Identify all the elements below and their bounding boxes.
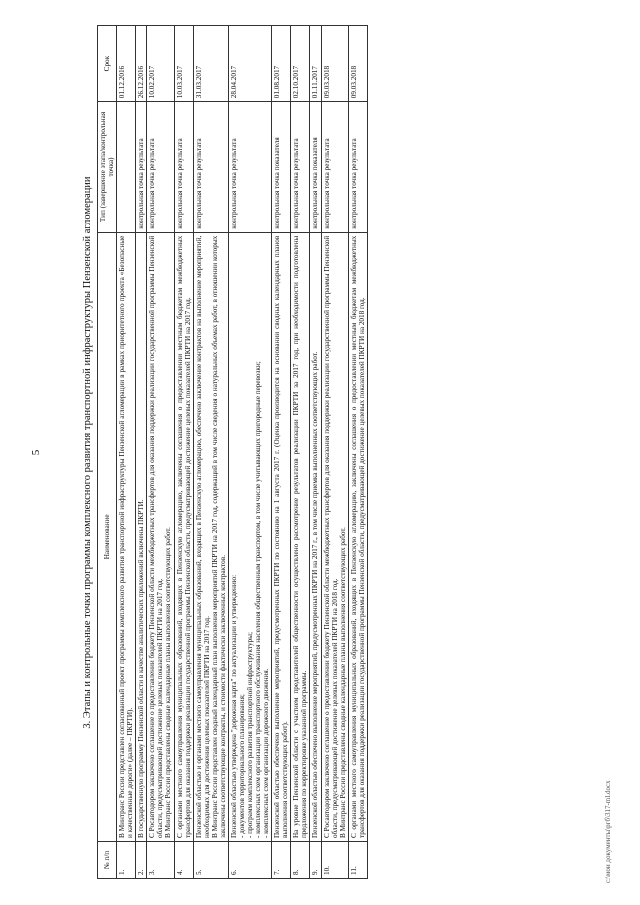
- page-number: 5: [30, 449, 42, 456]
- row-deadline: 10.02.2017: [147, 26, 174, 102]
- row-number: 4.: [174, 842, 193, 879]
- row-type: [117, 102, 136, 233]
- header-type: Тип (завершение этапа/контрольная точка): [98, 102, 117, 233]
- description-paragraph: С органами местного самоуправления муниципальных образований, входящих в Пензенскую агломерацию, заключены соглашения о предоставлении местным бюджетам межбюджетных трансфертов для оказания поддержки реализации государственной программы Пензенской области, предусматривающей достижение целевых показателей ПКРТИ на 2017 год.: [175, 235, 192, 839]
- milestones-table: [97, 25, 368, 879]
- row-number: 11.: [348, 842, 367, 879]
- row-description: [174, 232, 193, 841]
- row-type: контрольная точка результата: [193, 102, 228, 233]
- row-description: [228, 232, 271, 841]
- description-paragraph: На уровне Пензенской области с участием представителей общественности осуществлено рассмотрение результатов реализации ПКРТИ за 2017 год, при необходимости подготовлены предложения по корректировке указанной программы.: [292, 235, 309, 839]
- description-paragraph: С Росавтодором заключено соглашение о предоставлении бюджету Пензенской области межбюджетных трансфертов для оказания поддержки реализации государственной программы Пензенской области, предусматривающей достижение целевых показателей ПКРТИ на 2018 год.: [322, 235, 339, 839]
- header-date: Срок: [98, 26, 117, 102]
- description-paragraph: - программ комплексного развития транспортной инфраструктуры;: [246, 632, 254, 839]
- description-paragraph: В Минтранс России представлен сводный календарный план выполнения мероприятий ПКРТИ на 2017 год, содержащий в том числе сведения о натуральных объемах работ, в отношении которых заключены соответствующие контракты, и стоимости фактически заключенных контрактов.: [210, 235, 227, 839]
- table-body: [117, 26, 368, 879]
- table-row: [321, 26, 348, 879]
- row-type: контрольная точка результата: [136, 102, 147, 233]
- table-row: [136, 26, 147, 879]
- description-paragraph: В Минтранс России представлены сводные календарные планы выполнения соответствующих работ.: [164, 527, 173, 839]
- row-deadline: 28.04.2017: [228, 26, 271, 102]
- description-paragraph: В Минтранс России представлен согласованный проект программы комплексного развития транспортной инфраструктуры Пензенской агломерации в рамках приоритетного проекта «Безопасные и качественные дороги» (далее – ПКРТИ).: [118, 235, 135, 839]
- row-deadline: 26.12.2016: [136, 26, 147, 102]
- table-row: [291, 26, 310, 879]
- row-number: 10.: [321, 842, 348, 879]
- row-type: контрольная точка результата: [147, 102, 174, 233]
- description-paragraph: С органами местного самоуправления муниципальных образований, входящих в Пензенскую агломерацию, заключены соглашения о предоставлении местным бюджетам межбюджетных трансфертов для оказания поддержки реализации государственной программы Пензенской области, предусматривающей достижение целевых показателей ПКРТИ на 2018 год.: [349, 235, 366, 839]
- table-row: [272, 26, 291, 879]
- row-type: контрольная точка результата: [291, 102, 310, 233]
- table-header-row: [98, 26, 117, 879]
- description-paragraph: - комплексных схем организации транспортного обслуживания населения общественным транспортом, в том числе учитывающих пригородные перевозки;: [254, 361, 263, 839]
- row-type: контрольная точка результата: [228, 102, 271, 233]
- description-paragraph: В Минтранс России представлены сводные календарные планы выполнения соответствующих работ.: [338, 527, 347, 839]
- description-paragraph: - комплексных схем организации дорожного движения.: [262, 668, 271, 839]
- row-number: 8.: [291, 842, 310, 879]
- table-row: [310, 26, 321, 879]
- table-row: [174, 26, 193, 879]
- description-paragraph: С Росавтодором заключено соглашение о предоставлении бюджету Пензенской области межбюджетных трансфертов для оказания поддержки реализации государственной программы Пензенской области, предусматривающей достижение целевых показателей ПКРТИ на 2017 год.: [148, 235, 165, 839]
- row-deadline: 01.08.2017: [272, 26, 291, 102]
- row-description: [321, 232, 348, 841]
- description-paragraph: Пензенской областью обеспечено выполнение мероприятий, предусмотренных ПКРТИ на 2017 г., в том числе приемка выполненных соответствующих работ.: [311, 351, 320, 839]
- row-description: [272, 232, 291, 841]
- row-number: 2.: [136, 842, 147, 879]
- row-number: 1.: [117, 842, 136, 879]
- table-row: [147, 26, 174, 879]
- row-type: контрольная точка результата: [321, 102, 348, 233]
- row-deadline: 31.03.2017: [193, 26, 228, 102]
- row-deadline: 01.11.2017: [310, 26, 321, 102]
- table-row: [117, 26, 136, 879]
- table-row: [193, 26, 228, 879]
- row-description: [310, 232, 321, 841]
- description-paragraph: Пензенской областью утверждена "дорожная карта" по актуализации и утверждению:: [229, 574, 238, 839]
- description-paragraph: - документов территориального планирования;: [237, 694, 246, 839]
- row-description: [193, 232, 228, 841]
- header-num: № п/п: [98, 842, 117, 879]
- row-type: контрольная точка результата: [348, 102, 367, 233]
- row-description: [147, 232, 174, 841]
- row-description: [117, 232, 136, 841]
- row-description: [348, 232, 367, 841]
- description-paragraph: Пензенской областью обеспечено выполнение мероприятий, предусмотренных ПКРТИ по состоянию на 1 августа 2017 г. (Оценка производится на основании сводных календарных планов выполнения соответствующих работ).: [273, 235, 290, 839]
- table-row: [228, 26, 271, 879]
- row-deadline: 01.12.2016: [117, 26, 136, 102]
- row-number: 9.: [310, 842, 321, 879]
- table-row: [348, 26, 367, 879]
- row-number: 5.: [193, 842, 228, 879]
- footer-file-path: c:\мои документы\ргб\317-ml.docx: [604, 780, 612, 883]
- row-description: [136, 232, 147, 841]
- row-deadline: 09.03.2018: [348, 26, 367, 102]
- row-type: контрольная точка показателя: [272, 102, 291, 233]
- row-type: контрольная точка показателя: [310, 102, 321, 233]
- row-deadline: 10.03.2017: [174, 26, 193, 102]
- header-name: Наименование: [98, 232, 117, 841]
- description-paragraph: Пензенской областью и органами местного самоуправления муниципальных образований, входящих в Пензенскую агломерацию, обеспечено заключение контрактов на выполнение мероприятий, необходимых для достижения целевых показателей ПКРТИ на 2017 год.: [194, 235, 211, 839]
- section-title: 3. Этапы и контрольные точки программы комплексного развития транспортной инфраструктуры Пензенской агломерации: [82, 176, 93, 729]
- row-type: контрольная точка результата: [174, 102, 193, 233]
- row-deadline: 09.03.2018: [321, 26, 348, 102]
- row-number: 3.: [147, 842, 174, 879]
- row-deadline: 02.10.2017: [291, 26, 310, 102]
- row-number: 6.: [228, 842, 271, 879]
- description-paragraph: В государственную программу Пензенской области в качестве аналитических приложений включены ПКРТИ.: [137, 499, 146, 839]
- row-number: 7.: [272, 842, 291, 879]
- row-description: [291, 232, 310, 841]
